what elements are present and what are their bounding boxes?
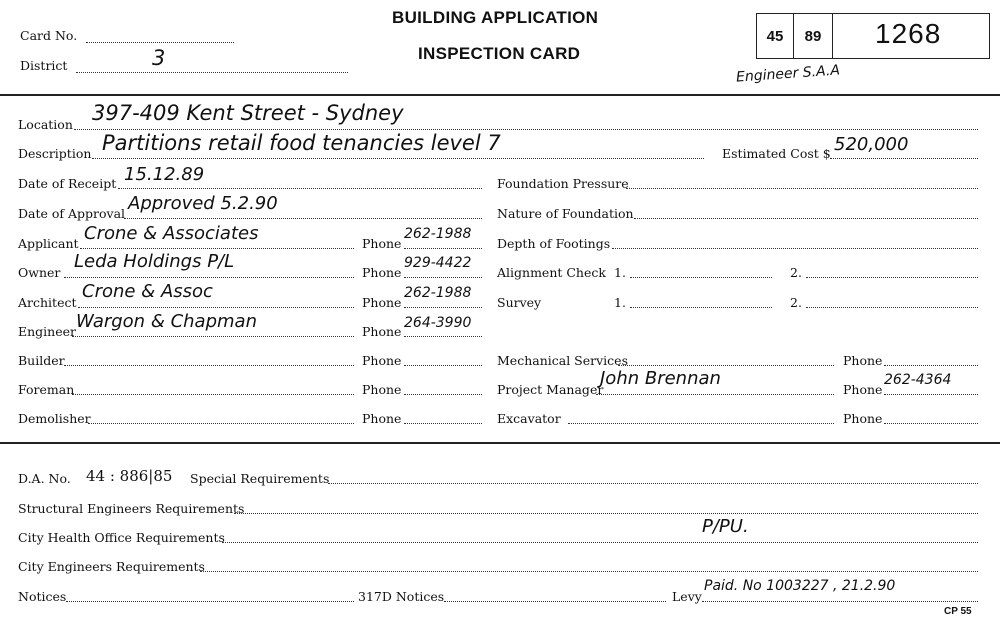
middle-rule: [0, 442, 1000, 444]
box-cell-2: 89: [794, 14, 833, 58]
applicant-label: Applicant: [18, 236, 79, 251]
date-approval-value: Approved 5.2.90: [128, 193, 278, 214]
description-value: Partitions retail food tenancies level 7: [102, 131, 501, 155]
owner-value: Leda Holdings P/L: [74, 251, 235, 272]
card-no-label: Card No.: [20, 28, 78, 43]
da-no-value: 44 : 886|85: [86, 467, 173, 485]
health-label: City Health Office Requirements: [18, 530, 225, 545]
date-approval-line: [124, 218, 482, 219]
notices-317-line: [444, 601, 666, 602]
excavator-phone-label: Phone: [843, 411, 883, 426]
owner-label: Owner: [18, 265, 61, 280]
builder-label: Builder: [18, 353, 65, 368]
levy-line: [702, 601, 978, 602]
mechanical-phone-label: Phone: [843, 353, 883, 368]
district-value: 3: [152, 46, 166, 70]
nature-foundation-line: [634, 218, 978, 219]
owner-phone-value: 929-4422: [404, 255, 472, 271]
project-manager-phone-value: 262-4364: [884, 372, 952, 388]
health-line: [222, 542, 978, 543]
engineer-value: Wargon & Chapman: [76, 311, 257, 332]
survey-two-label: 2.: [790, 295, 802, 310]
architect-phone-line: [404, 307, 482, 308]
card-number: 1268: [875, 18, 942, 49]
excavator-phone-line: [884, 423, 978, 424]
mechanical-phone-line: [884, 365, 978, 366]
engineer-label: Engineer: [18, 324, 76, 339]
demolisher-phone-line: [404, 423, 482, 424]
foundation-pressure-label: Foundation Pressure: [497, 176, 629, 191]
applicant-phone-label: Phone: [362, 236, 402, 251]
date-receipt-label: Date of Receipt: [18, 176, 117, 191]
date-receipt-value: 15.12.89: [124, 164, 205, 185]
engineer-note: Engineer S.A.A: [735, 62, 841, 86]
special-requirements-line: [328, 483, 978, 484]
survey-label: Survey: [497, 295, 542, 310]
excavator-label: Excavator: [497, 411, 561, 426]
date-receipt-line: [118, 188, 482, 189]
card-number-box: [756, 13, 990, 59]
structural-label: Structural Engineers Requirements: [18, 501, 245, 516]
location-line: [74, 129, 978, 130]
project-manager-phone-line: [884, 394, 978, 395]
city-eng-label: City Engineers Requirements: [18, 559, 205, 574]
depth-footings-line: [612, 248, 978, 249]
project-manager-phone-label: Phone: [843, 382, 883, 397]
project-manager-label: Project Manager: [497, 382, 604, 397]
form-title-line1: BUILDING APPLICATION: [392, 8, 599, 27]
project-manager-line: [596, 394, 834, 395]
district-label: District: [20, 58, 68, 73]
header-rule: [0, 94, 1000, 96]
location-value: 397-409 Kent Street - Sydney: [92, 101, 404, 125]
architect-phone-value: 262-1988: [404, 285, 472, 301]
applicant-line: [80, 248, 354, 249]
mechanical-line: [618, 365, 834, 366]
form-code: CP 55: [944, 606, 972, 617]
card-no-line: [86, 42, 234, 43]
demolisher-phone-label: Phone: [362, 411, 402, 426]
foreman-phone-line: [404, 394, 482, 395]
builder-phone-label: Phone: [362, 353, 402, 368]
da-no-label: D.A. No.: [18, 471, 71, 486]
survey-one-label: 1.: [614, 295, 626, 310]
project-manager-value: John Brennan: [600, 368, 721, 389]
special-requirements-label: Special Requirements: [190, 471, 330, 486]
demolisher-label: Demolisher: [18, 411, 91, 426]
description-line: [92, 158, 704, 159]
foreman-phone-label: Phone: [362, 382, 402, 397]
alignment-one-label: 1.: [614, 265, 626, 280]
owner-phone-label: Phone: [362, 265, 402, 280]
date-approval-label: Date of Approval: [18, 206, 126, 221]
architect-value: Crone & Assoc: [82, 281, 213, 302]
foundation-pressure-line: [626, 188, 978, 189]
excavator-line: [568, 423, 834, 424]
estimated-cost-value: 520,000: [834, 134, 909, 155]
description-label: Description: [18, 146, 92, 161]
demolisher-line: [88, 423, 354, 424]
engineer-line: [72, 336, 354, 337]
health-value: P/PU.: [702, 516, 749, 537]
builder-line: [64, 365, 354, 366]
depth-footings-label: Depth of Footings: [497, 236, 611, 251]
estimated-cost-line: [830, 158, 978, 159]
survey-one-line: [630, 307, 772, 308]
applicant-phone-value: 262-1988: [404, 226, 472, 242]
owner-phone-line: [404, 277, 482, 278]
architect-label: Architect: [18, 295, 77, 310]
mechanical-label: Mechanical Services: [497, 353, 628, 368]
box-cell-1: 45: [757, 14, 794, 58]
notices-317-label: 317D Notices: [358, 589, 445, 604]
location-label: Location: [18, 117, 73, 132]
alignment-one-line: [630, 277, 772, 278]
engineer-phone-label: Phone: [362, 324, 402, 339]
notices-line: [66, 601, 354, 602]
levy-label: Levy: [672, 589, 702, 604]
district-line: [76, 72, 348, 73]
structural-line: [234, 513, 978, 514]
builder-phone-line: [404, 365, 482, 366]
alignment-two-line: [806, 277, 978, 278]
engineer-phone-value: 264-3990: [404, 315, 472, 331]
alignment-check-label: Alignment Check: [497, 265, 606, 280]
nature-foundation-label: Nature of Foundation: [497, 206, 634, 221]
architect-phone-label: Phone: [362, 295, 402, 310]
architect-line: [78, 307, 354, 308]
foreman-label: Foreman: [18, 382, 75, 397]
city-eng-line: [200, 571, 978, 572]
estimated-cost-label: Estimated Cost $: [722, 146, 831, 161]
owner-line: [64, 277, 354, 278]
levy-value: Paid. No 1003227 , 21.2.90: [704, 578, 896, 594]
form-title-line2: INSPECTION CARD: [418, 44, 581, 63]
survey-two-line: [806, 307, 978, 308]
engineer-phone-line: [404, 336, 482, 337]
notices-label: Notices: [18, 589, 67, 604]
foreman-line: [72, 394, 354, 395]
alignment-two-label: 2.: [790, 265, 802, 280]
applicant-phone-line: [404, 248, 482, 249]
applicant-value: Crone & Associates: [84, 223, 259, 244]
